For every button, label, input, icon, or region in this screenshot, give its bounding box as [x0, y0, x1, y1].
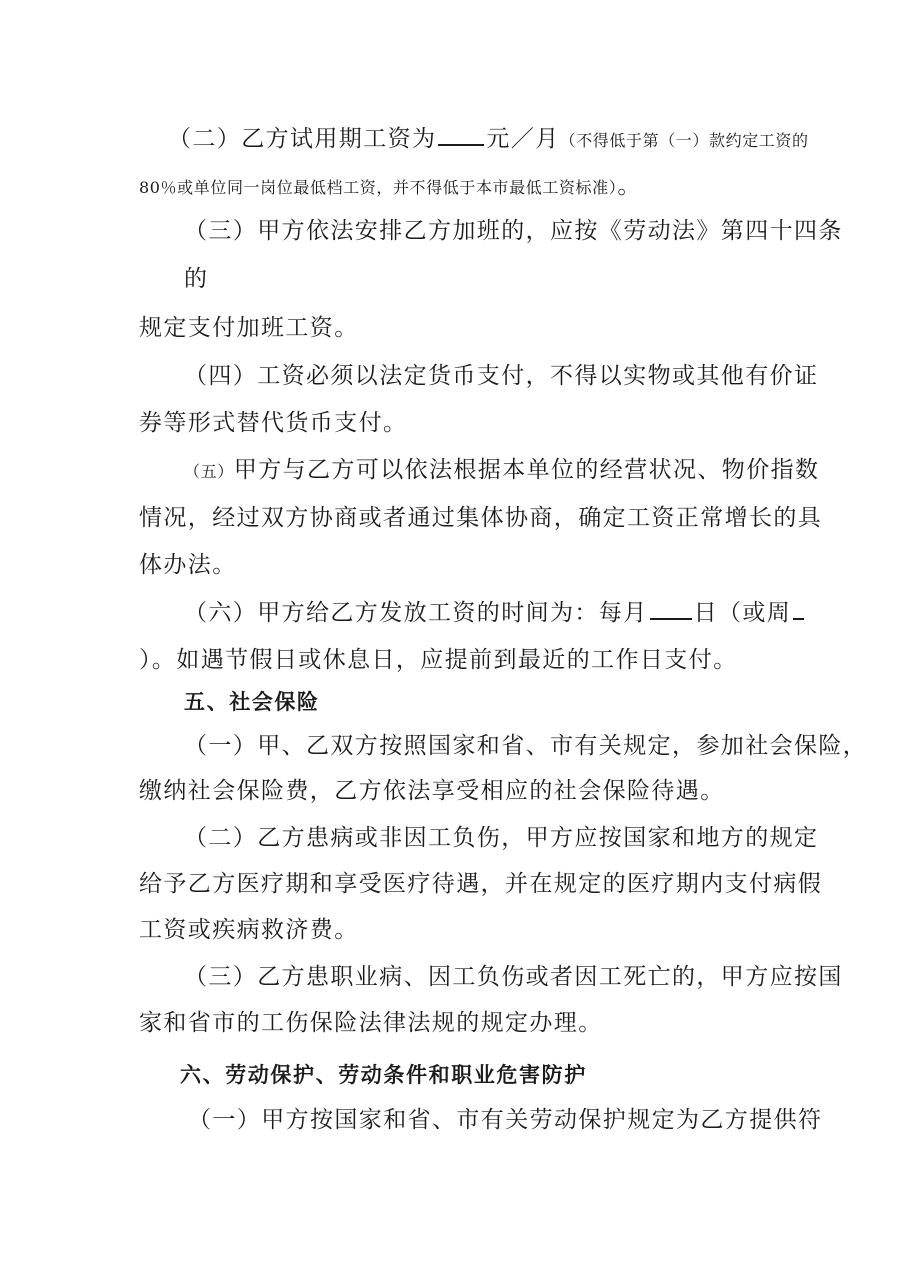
clause-6-1-line-1: （一）甲方按国家和省、市有关劳动保护规定为乙方提供符 [188, 1107, 823, 1133]
clause-4-2-tail: 。 [617, 173, 642, 199]
clause-4-2-text: （二）乙方试用期工资为 [168, 126, 437, 152]
pay-day-blank[interactable] [650, 600, 692, 620]
clause-4-6-line-2: ）。如遇节假日或休息日，应提前到最近的工作日支付。 [139, 647, 738, 673]
wage-unit: 元／月 [486, 126, 560, 152]
probation-wage-blank[interactable] [438, 126, 484, 146]
clause-4-4-line-1: （四）工资必须以法定货币支付，不得以实物或其他有价证 [184, 363, 819, 389]
clause-4-5-number: （五） [184, 462, 234, 481]
clause-5-2-line-1: （二）乙方患病或非因工负伤，甲方应按国家和地方的规定 [184, 825, 819, 851]
clause-5-1-line-2: 缴纳社会保险费，乙方依法享受相应的社会保险待遇。 [139, 778, 725, 804]
clause-5-3-line-2: 家和省市的工伤保险法律法规的规定办理。 [139, 1010, 603, 1036]
clause-5-2-line-3: 工资或疾病救济费。 [139, 917, 359, 943]
clause-4-4-line-2: 券等形式替代货币支付。 [139, 410, 408, 436]
clause-4-6-text-2: 日（或周 [693, 600, 792, 626]
clause-4-2-note-2: 80％或单位同一岗位最低档工资，并不得低于本市最低工资标准） [139, 178, 618, 197]
clause-4-3-line-3: 规定支付加班工资。 [139, 315, 359, 341]
clause-4-5-line-1 [184, 455, 819, 487]
clause-4-3-line-2: 的 [184, 266, 209, 292]
clause-4-5-text: 甲方与乙方可以依法根据本单位的经营状况、物价指数 [233, 457, 820, 483]
clause-5-3-line-1: （三）乙方患职业病、因工负伤或者因工死亡的，甲方应按国 [184, 964, 843, 990]
clause-4-6-line-1 [184, 598, 806, 628]
clause-4-3-line-1: （三）甲方依法安排乙方加班的，应按《劳动法》第四十四条 [184, 218, 843, 244]
clause-5-1-line-1: （一）甲、乙双方按照国家和省、市有关规定，参加社会保险， [184, 733, 868, 759]
pay-week-blank[interactable] [793, 600, 804, 620]
clause-4-5-line-3: 体办法。 [139, 552, 237, 578]
clause-4-2-note-1: （不得低于第（一）款约定工资的 [559, 131, 809, 150]
clause-4-2-line-1 [168, 124, 809, 156]
clause-4-6-text: （六）甲方给乙方发放工资的时间为：每月 [184, 600, 648, 626]
clause-4-5-line-2: 情况，经过双方协商或者通过集体协商，确定工资正常增长的具 [139, 505, 823, 531]
clause-5-2-line-2: 给予乙方医疗期和享受医疗待遇，并在规定的医疗期内支付病假 [139, 871, 823, 897]
section-6-heading: 六、劳动保护、劳动条件和职业危害防护 [180, 1063, 587, 1087]
clause-4-2-line-2 [139, 171, 642, 203]
section-5-heading: 五、社会保险 [184, 690, 320, 714]
